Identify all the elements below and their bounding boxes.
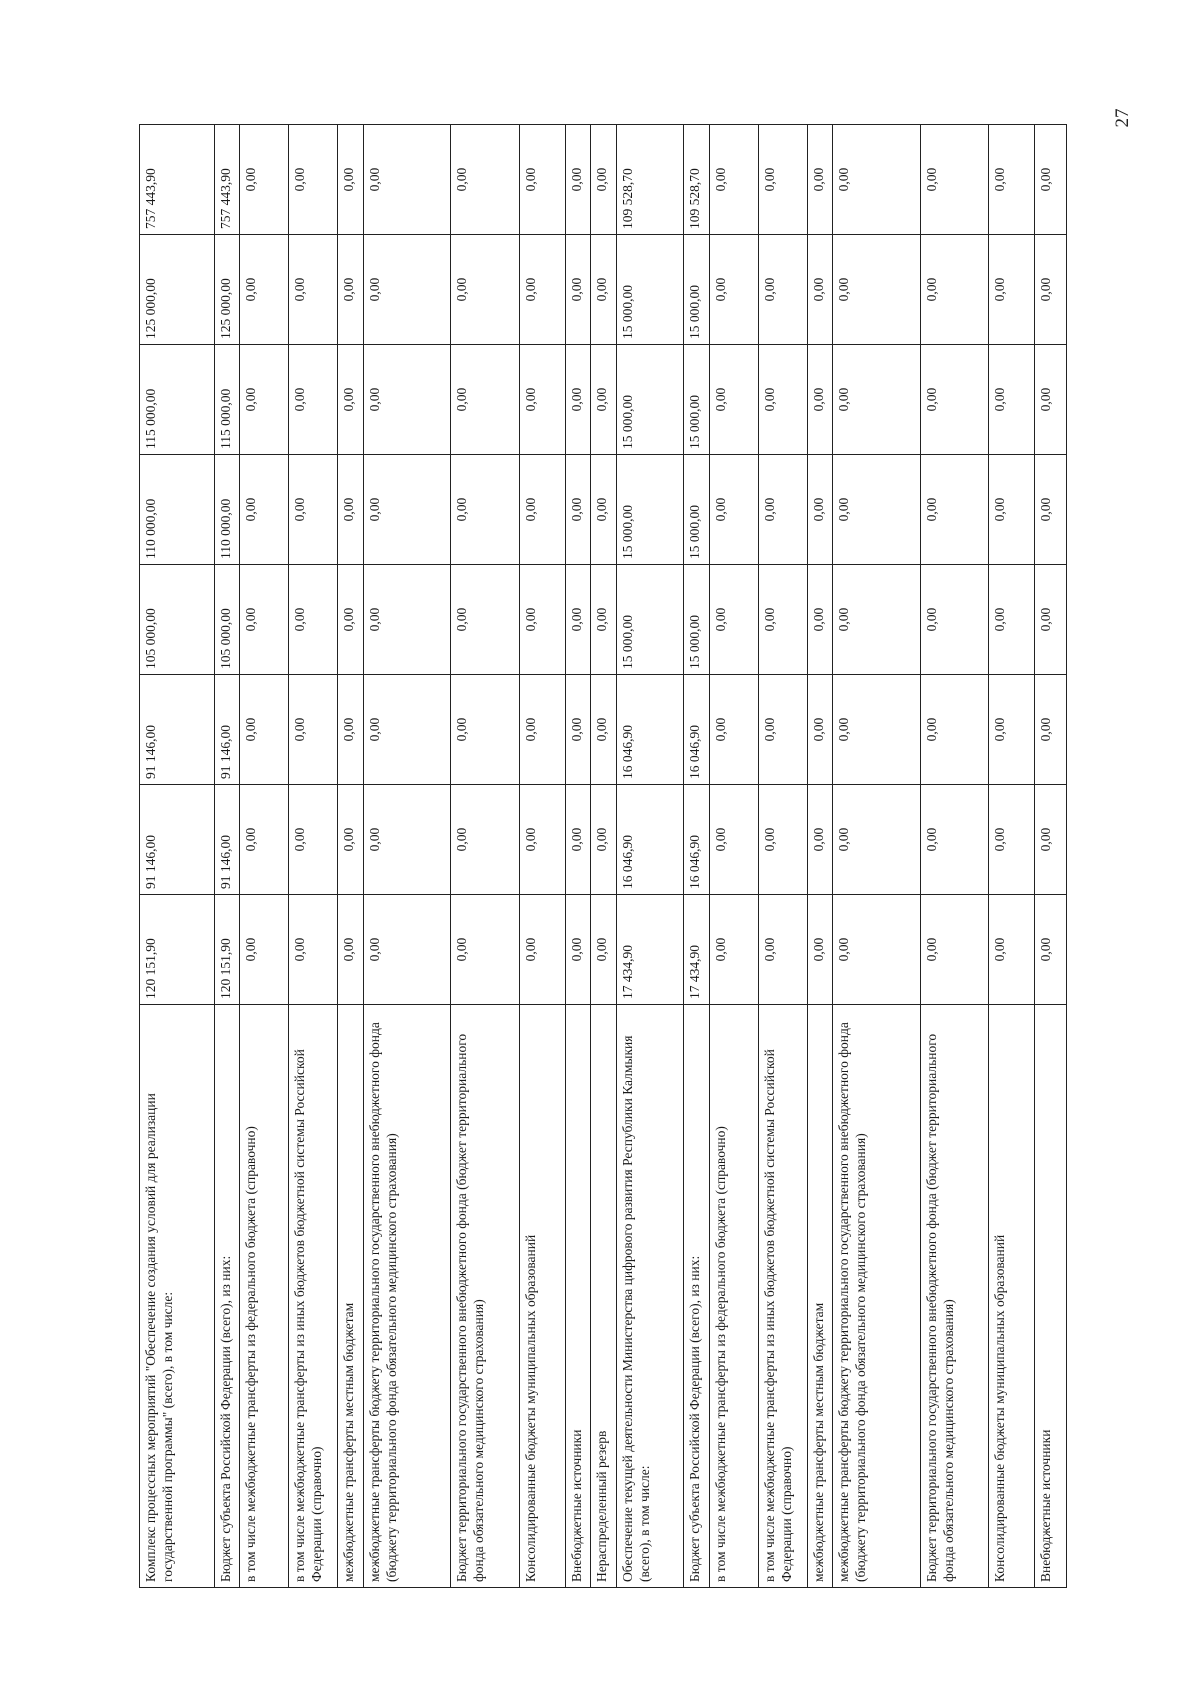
value-cell: 0,00 (709, 785, 758, 895)
table-row (214, 125, 240, 1588)
value-cell: 109 528,70 (684, 125, 710, 235)
value-cell: 0,00 (451, 565, 519, 675)
value-cell: 17 434,90 (616, 895, 683, 1005)
value-cell: 0,00 (758, 235, 807, 345)
table-row (451, 125, 519, 1588)
value-cell: 15 000,00 (616, 455, 683, 565)
table-row (338, 125, 364, 1588)
value-cell: 0,00 (240, 345, 289, 455)
value-cell: 0,00 (920, 345, 988, 455)
value-cell: 0,00 (591, 895, 617, 1005)
value-cell: 0,00 (709, 235, 758, 345)
value-cell: 0,00 (591, 675, 617, 785)
value-cell: 0,00 (451, 125, 519, 235)
value-cell: 0,00 (519, 345, 565, 455)
value-cell: 0,00 (363, 345, 451, 455)
value-cell: 110 000,00 (140, 455, 215, 565)
value-cell: 0,00 (338, 785, 364, 895)
table-row (289, 125, 338, 1588)
row-label-cell: Внебюджетные источники (565, 1005, 591, 1588)
value-cell: 0,00 (591, 125, 617, 235)
value-cell: 0,00 (989, 235, 1035, 345)
value-cell: 0,00 (833, 565, 921, 675)
value-cell: 0,00 (338, 345, 364, 455)
value-cell: 0,00 (363, 565, 451, 675)
row-label-cell: в том числе межбюджетные трансферты из иных бюджетов бюджетной системы Российской Федерации (справочно) (758, 1005, 807, 1588)
value-cell: 0,00 (833, 125, 921, 235)
table-row (920, 125, 988, 1588)
value-cell: 0,00 (709, 895, 758, 1005)
value-cell: 0,00 (289, 235, 338, 345)
value-cell: 109 528,70 (616, 125, 683, 235)
value-cell: 757 443,90 (214, 125, 240, 235)
value-cell: 105 000,00 (214, 565, 240, 675)
value-cell: 0,00 (1035, 895, 1067, 1005)
row-label-cell: Нераспределенный резерв (591, 1005, 617, 1588)
value-cell: 0,00 (1035, 675, 1067, 785)
table-row (616, 125, 683, 1588)
value-cell: 0,00 (807, 345, 833, 455)
value-cell: 0,00 (591, 785, 617, 895)
value-cell: 0,00 (363, 455, 451, 565)
value-cell: 0,00 (565, 345, 591, 455)
value-cell: 0,00 (591, 235, 617, 345)
value-cell: 0,00 (989, 895, 1035, 1005)
value-cell: 15 000,00 (684, 565, 710, 675)
value-cell: 0,00 (920, 895, 988, 1005)
table-row (591, 125, 617, 1588)
value-cell: 0,00 (240, 785, 289, 895)
row-label-cell: Комплекс процессных мероприятий "Обеспечение создания условий для реализации государственной программы" (всего), в том числе: (140, 1005, 215, 1588)
value-cell: 0,00 (519, 675, 565, 785)
value-cell: 0,00 (338, 125, 364, 235)
value-cell: 0,00 (1035, 235, 1067, 345)
row-label-cell: Внебюджетные источники (1035, 1005, 1067, 1588)
row-label-cell: в том числе межбюджетные трансферты из федерального бюджета (справочно) (240, 1005, 289, 1588)
value-cell: 0,00 (565, 675, 591, 785)
value-cell: 0,00 (807, 675, 833, 785)
value-cell: 0,00 (565, 125, 591, 235)
value-cell: 0,00 (565, 235, 591, 345)
value-cell: 0,00 (758, 455, 807, 565)
value-cell: 110 000,00 (214, 455, 240, 565)
value-cell: 115 000,00 (214, 345, 240, 455)
value-cell: 15 000,00 (684, 455, 710, 565)
value-cell: 0,00 (363, 675, 451, 785)
value-cell: 0,00 (289, 675, 338, 785)
value-cell: 0,00 (989, 345, 1035, 455)
value-cell: 0,00 (289, 785, 338, 895)
value-cell: 0,00 (807, 455, 833, 565)
value-cell: 0,00 (451, 895, 519, 1005)
value-cell: 0,00 (807, 895, 833, 1005)
value-cell: 0,00 (758, 895, 807, 1005)
value-cell: 91 146,00 (214, 785, 240, 895)
value-cell: 0,00 (591, 565, 617, 675)
value-cell: 757 443,90 (140, 125, 215, 235)
value-cell: 16 046,90 (684, 785, 710, 895)
value-cell: 16 046,90 (616, 785, 683, 895)
table-row (758, 125, 807, 1588)
value-cell: 0,00 (519, 125, 565, 235)
page-number: 27 (1112, 108, 1133, 128)
value-cell: 0,00 (807, 125, 833, 235)
value-cell: 0,00 (591, 455, 617, 565)
value-cell: 0,00 (920, 455, 988, 565)
value-cell: 0,00 (758, 675, 807, 785)
value-cell: 0,00 (519, 565, 565, 675)
value-cell: 0,00 (833, 895, 921, 1005)
value-cell: 0,00 (709, 565, 758, 675)
table-row (709, 125, 758, 1588)
value-cell: 0,00 (240, 455, 289, 565)
value-cell: 0,00 (565, 565, 591, 675)
value-cell: 0,00 (289, 455, 338, 565)
table-row (565, 125, 591, 1588)
value-cell: 0,00 (920, 565, 988, 675)
value-cell: 0,00 (807, 565, 833, 675)
value-cell: 0,00 (833, 235, 921, 345)
value-cell: 0,00 (363, 785, 451, 895)
value-cell: 120 151,90 (140, 895, 215, 1005)
value-cell: 0,00 (920, 785, 988, 895)
value-cell: 0,00 (989, 455, 1035, 565)
value-cell: 16 046,90 (684, 675, 710, 785)
value-cell: 0,00 (833, 785, 921, 895)
value-cell: 0,00 (709, 675, 758, 785)
value-cell: 0,00 (989, 785, 1035, 895)
value-cell: 0,00 (591, 345, 617, 455)
row-label-cell: Консолидированные бюджеты муниципальных образований (519, 1005, 565, 1588)
value-cell: 0,00 (758, 345, 807, 455)
value-cell: 0,00 (565, 785, 591, 895)
value-cell: 0,00 (1035, 785, 1067, 895)
value-cell: 0,00 (451, 785, 519, 895)
value-cell: 0,00 (833, 675, 921, 785)
row-label-cell: Бюджет субъекта Российской Федерации (всего), из них: (214, 1005, 240, 1588)
value-cell: 0,00 (807, 785, 833, 895)
value-cell: 0,00 (240, 235, 289, 345)
budget-table (139, 124, 1067, 1588)
value-cell: 125 000,00 (140, 235, 215, 345)
table-row (807, 125, 833, 1588)
value-cell: 0,00 (289, 895, 338, 1005)
table-row (1035, 125, 1067, 1588)
value-cell: 125 000,00 (214, 235, 240, 345)
value-cell: 0,00 (338, 455, 364, 565)
value-cell: 0,00 (338, 565, 364, 675)
value-cell: 0,00 (289, 565, 338, 675)
value-cell: 0,00 (451, 455, 519, 565)
value-cell: 0,00 (451, 235, 519, 345)
value-cell: 0,00 (920, 235, 988, 345)
value-cell: 0,00 (807, 235, 833, 345)
value-cell: 0,00 (338, 675, 364, 785)
table-row (140, 125, 215, 1588)
table-row (519, 125, 565, 1588)
value-cell: 0,00 (363, 125, 451, 235)
value-cell: 105 000,00 (140, 565, 215, 675)
value-cell: 91 146,00 (214, 675, 240, 785)
value-cell: 115 000,00 (140, 345, 215, 455)
value-cell: 0,00 (758, 785, 807, 895)
value-cell: 0,00 (833, 345, 921, 455)
value-cell: 0,00 (709, 125, 758, 235)
value-cell: 16 046,90 (616, 675, 683, 785)
value-cell: 0,00 (833, 455, 921, 565)
value-cell: 120 151,90 (214, 895, 240, 1005)
row-label-cell: Обеспечение текущей деятельности Министерства цифрового развития Республики Калмыкия (всего), в том числе: (616, 1005, 683, 1588)
budget-table-body (140, 125, 1067, 1588)
value-cell: 0,00 (363, 235, 451, 345)
row-label-cell: межбюджетные трансферты бюджету территориального государственного внебюджетного фонда (бюджету территориального фонда обязательного медицинского страхования) (833, 1005, 921, 1588)
value-cell: 0,00 (363, 895, 451, 1005)
value-cell: 0,00 (565, 455, 591, 565)
row-label-cell: Бюджет субъекта Российской Федерации (всего), из них: (684, 1005, 710, 1588)
value-cell: 0,00 (920, 125, 988, 235)
value-cell: 0,00 (519, 895, 565, 1005)
value-cell: 0,00 (920, 675, 988, 785)
value-cell: 0,00 (338, 235, 364, 345)
value-cell: 15 000,00 (616, 235, 683, 345)
row-label-cell: Консолидированные бюджеты муниципальных образований (989, 1005, 1035, 1588)
value-cell: 0,00 (989, 125, 1035, 235)
value-cell: 0,00 (989, 675, 1035, 785)
value-cell: 15 000,00 (684, 235, 710, 345)
rotated-page (139, 125, 1067, 1588)
value-cell: 0,00 (240, 675, 289, 785)
row-label-cell: Бюджет территориального государственного внебюджетного фонда (бюджет территориального фонда обязательного медицинского страхования) (920, 1005, 988, 1588)
table-row (240, 125, 289, 1588)
value-cell: 17 434,90 (684, 895, 710, 1005)
value-cell: 0,00 (289, 345, 338, 455)
value-cell: 0,00 (989, 565, 1035, 675)
value-cell: 0,00 (240, 895, 289, 1005)
value-cell: 0,00 (758, 125, 807, 235)
value-cell: 0,00 (1035, 345, 1067, 455)
value-cell: 0,00 (451, 345, 519, 455)
value-cell: 0,00 (1035, 455, 1067, 565)
value-cell: 0,00 (519, 455, 565, 565)
value-cell: 0,00 (240, 125, 289, 235)
value-cell: 91 146,00 (140, 675, 215, 785)
value-cell: 15 000,00 (684, 345, 710, 455)
value-cell: 0,00 (709, 345, 758, 455)
value-cell: 0,00 (240, 565, 289, 675)
table-row (989, 125, 1035, 1588)
value-cell: 0,00 (451, 675, 519, 785)
table-row (684, 125, 710, 1588)
row-label-cell: межбюджетные трансферты бюджету территориального государственного внебюджетного фонда (бюджету территориального фонда обязательного медицинского страхования) (363, 1005, 451, 1588)
value-cell: 0,00 (709, 455, 758, 565)
value-cell: 0,00 (519, 785, 565, 895)
row-label-cell: в том числе межбюджетные трансферты из федерального бюджета (справочно) (709, 1005, 758, 1588)
value-cell: 0,00 (519, 235, 565, 345)
value-cell: 15 000,00 (616, 345, 683, 455)
value-cell: 0,00 (758, 565, 807, 675)
value-cell: 0,00 (1035, 565, 1067, 675)
row-label-cell: в том числе межбюджетные трансферты из иных бюджетов бюджетной системы Российской Федерации (справочно) (289, 1005, 338, 1588)
row-label-cell: межбюджетные трансферты местным бюджетам (338, 1005, 364, 1588)
value-cell: 91 146,00 (140, 785, 215, 895)
value-cell: 15 000,00 (616, 565, 683, 675)
row-label-cell: межбюджетные трансферты местным бюджетам (807, 1005, 833, 1588)
table-row (833, 125, 921, 1588)
value-cell: 0,00 (289, 125, 338, 235)
value-cell: 0,00 (1035, 125, 1067, 235)
row-label-cell: Бюджет территориального государственного внебюджетного фонда (бюджет территориального фонда обязательного медицинского страхования) (451, 1005, 519, 1588)
value-cell: 0,00 (565, 895, 591, 1005)
value-cell: 0,00 (338, 895, 364, 1005)
table-row (363, 125, 451, 1588)
